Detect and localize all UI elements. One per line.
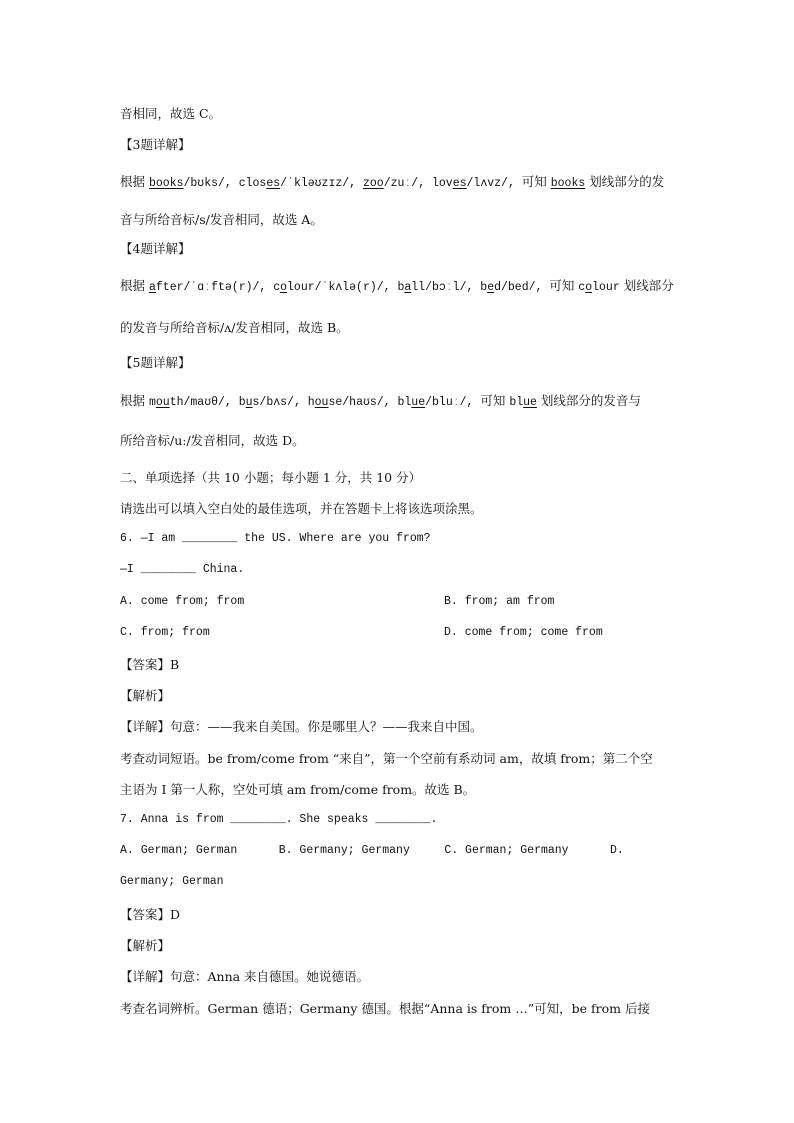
q7-options: A. German; German B. Germany; Germany C. German; Germany D. xyxy=(120,844,624,857)
q4-header: 【4题详解】 xyxy=(120,241,191,256)
q4-explanation-line2: 的发音与所给音标/ʌ/发音相同，故选 B。 xyxy=(120,320,349,335)
q6-option-a: A. come from; from xyxy=(120,595,245,608)
q5-header: 【5题详解】 xyxy=(120,355,191,370)
q7-options-wrap: Germany; German xyxy=(120,875,224,888)
q3-explanation-line1: 根据 books/bʊks/, closes/ˈkləʊzɪz/, zoo/zuː/, loves/lʌvz/, 可知 books 划线部分的发 xyxy=(120,174,665,190)
q5-explanation-line2: 所给音标/uː/发音相同，故选 D。 xyxy=(120,433,305,448)
q7-answer: 【答案】D xyxy=(120,907,181,922)
q6-option-d: D. come from; come from xyxy=(444,626,603,639)
q5-explanation-line1: 根据 mouth/maʊθ/, bus/bʌs/, house/haʊs/, blue/bluː/, 可知 blue 划线部分的发音与 xyxy=(120,393,641,409)
q4-explanation-line1: 根据 after/ˈɑːftə(r)/, colour/ˈkʌlə(r)/, ball/bɔːl/, bed/bed/, 可知 colour 划线部分 xyxy=(120,278,674,294)
q3-header: 【3题详解】 xyxy=(120,137,191,152)
q6-answer: 【答案】B xyxy=(120,657,180,672)
q6-explanation-line2: 主语为 I 第一人称，空处可填 am from/come from。故选 B。 xyxy=(120,782,476,797)
q6-analysis-label: 【解析】 xyxy=(120,688,171,703)
q6-option-b: B. from; am from xyxy=(444,595,555,608)
q2-explanation-tail: 音相同，故选 C。 xyxy=(120,106,222,121)
q7-stem: 7. Anna is from ________. She speaks ________. xyxy=(120,813,438,826)
q6-stem-line1: 6. —I am ________ the US. Where are you from? xyxy=(120,532,431,545)
q7-detail: 【详解】句意：Anna 来自德国。她说德语。 xyxy=(120,969,370,984)
q3-explanation-line2: 音与所给音标/s/发音相同，故选 A。 xyxy=(120,212,323,227)
q6-detail: 【详解】句意：——我来自美国。你是哪里人？——我来自中国。 xyxy=(120,719,483,734)
q6-explanation-line1: 考查动词短语。be from/come from “来自”，第一个空前有系动词 am，故填 from；第二个空 xyxy=(120,751,653,766)
q7-analysis-label: 【解析】 xyxy=(120,938,171,953)
q6-option-c: C. from; from xyxy=(120,626,210,639)
q6-stem-line2: —I ________ China. xyxy=(120,563,245,576)
section-title: 二、单项选择（共 10 小题；每小题 1 分，共 10 分） xyxy=(120,470,422,485)
section-instruction: 请选出可以填入空白处的最佳选项，并在答题卡上将该选项涂黑。 xyxy=(120,501,483,516)
q7-explanation-line1: 考查名词辨析。German 德语；Germany 德国。根据“Anna is from …”可知，be from 后接 xyxy=(120,1001,650,1016)
